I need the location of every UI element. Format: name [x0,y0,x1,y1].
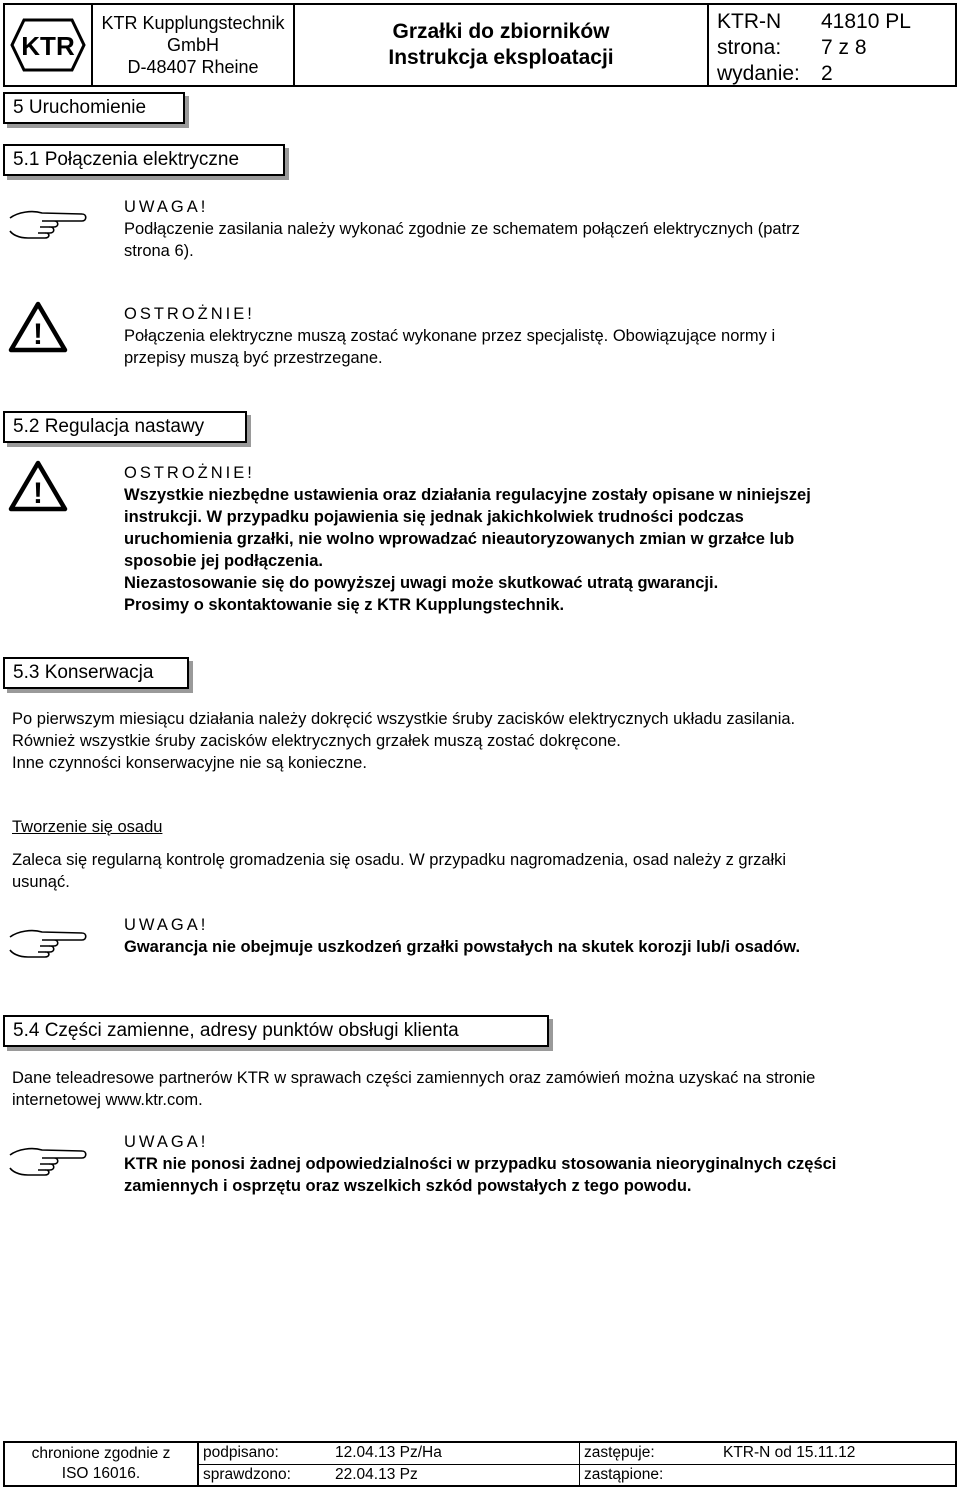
replaced-label: zastąpione: [579,1465,721,1486]
ktr-logo [5,5,93,85]
document-header [3,3,957,87]
note-3-line-2: zamiennych i osprzętu oraz wszelkich szkód powstałych z tego powodu. [124,1177,692,1195]
company-address: D-48407 Rheine [127,57,259,77]
maintenance-line-1: Po pierwszym miesiącu działania należy dokręcić wszystkie śruby zacisków elektrycznych układu zasilania. [12,710,796,728]
ktr-logo-mark [10,18,86,72]
document-footer [3,1441,957,1487]
maintenance-text [12,708,795,774]
deposit-line-2: usunąć. [12,873,70,891]
parts-text [12,1067,815,1111]
caution-1-title: OSTROŻNIE! [124,305,255,323]
note-2 [124,914,800,958]
note-1-line-2: strona 6). [124,242,194,260]
caution-1 [124,303,775,369]
signed-label: podpisano: [203,1444,279,1462]
note-3 [124,1131,836,1197]
caution-2-title: OSTROŻNIE! [124,464,255,482]
company-name: KTR Kupplungstechnik [101,13,285,33]
doc-label: KTR-N [717,10,782,33]
pointing-hand-icon [8,1142,88,1176]
parts-line-1: Dane teleadresowe partnerów KTR w sprawach części zamiennych oraz zamówień można uzyskać na stronie [12,1069,816,1087]
section-heading-5-3: 5.3 Konserwacja [3,657,189,689]
note-1-title: UWAGA! [124,198,209,216]
note-1 [124,196,800,262]
note-1-line-1: Podłączenie zasilania należy wykonać zgodnie ze schematem połączeń elektrycznych (patrz [124,220,800,238]
note-2-title: UWAGA! [124,916,209,934]
deposit-text [12,849,786,893]
company-form: GmbH [166,35,219,55]
warning-triangle-icon [7,459,69,513]
maintenance-line-2: Również wszystkie śruby zacisków elektrycznych grzałek muszą zostać dokręcone. [12,732,621,750]
logo-text: KTR [21,31,75,61]
caution-2-line-6: Prosimy o skontaktowanie się z KTR Kupplungstechnik. [124,596,565,614]
section-heading-5: 5 Uruchomienie [3,92,185,124]
doc-number: 41810 PL [821,10,911,33]
pointing-hand-icon [8,205,88,239]
copyright-line-1: chronione zgodnie z [31,1445,171,1462]
caution-2-line-1: Wszystkie niezbędne ustawienia oraz działania regulacyjne zostały opisane w niniejszej [124,486,811,504]
caution-2-line-2: instrukcji. W przypadku pojawienia się jednak jakichkolwiek trudności podczas [124,508,744,526]
svg-text:!: ! [33,318,43,351]
caution-1-line-1: Połączenia elektryczne muszą zostać wykonane przez specjalistę. Obowiązujące normy i [124,327,776,345]
note-3-title: UWAGA! [124,1133,209,1151]
warning-triangle-icon [7,300,69,354]
signed-value: 12.04.13 Pz/Ha [335,1444,442,1462]
caution-2-line-3: uruchomienia grzałki, nie wolno wprowadzać nieautoryzowanych zmian w grzałce lub [124,530,795,548]
note-2-line: Gwarancja nie obejmuje uszkodzeń grzałki powstałych na skutek korozji lub/i osadów. [124,938,801,956]
edition-label: wydanie: [717,62,800,85]
company-block [93,5,295,85]
section-heading-5-2: 5.2 Regulacja nastawy [3,411,247,443]
page-label: strona: [717,36,782,59]
title-line-1: Grzałki do zbiorników [392,20,610,43]
maintenance-line-3: Inne czynności konserwacyjne nie są konieczne. [12,754,367,772]
edition-value: 2 [821,62,833,85]
title-line-2: Instrukcja eksploatacji [388,46,614,69]
document-meta [709,5,955,85]
deposit-heading: Tworzenie się osadu [12,818,163,836]
section-heading-5-4: 5.4 Części zamienne, adresy punktów obsługi klienta [3,1015,549,1047]
copyright-line-2: ISO 16016. [61,1465,141,1482]
caution-2-line-4: sposobie jej podłączenia. [124,552,323,570]
copyright-note [5,1443,199,1485]
replaces-label: zastępuje: [579,1443,721,1464]
svg-text:!: ! [33,477,43,510]
note-3-line-1: KTR nie ponosi żadnej odpowiedzialności w przypadku stosowania nieoryginalnych części [124,1155,837,1173]
parts-line-2: internetowej www.ktr.com. [12,1091,203,1109]
footer-grid [199,1443,955,1485]
checked-label: sprawdzono: [203,1465,291,1483]
checked-value: 22.04.13 Pz [335,1465,418,1483]
replaces-value: KTR-N od 15.11.12 [723,1444,856,1462]
caution-1-line-2: przepisy muszą być przestrzegane. [124,349,383,367]
caution-2-line-5: Niezastosowanie się do powyższej uwagi może skutkować utratą gwarancji. [124,574,719,592]
deposit-line-1: Zaleca się regularną kontrolę gromadzenia się osadu. W przypadku nagromadzenia, osad należy z grzałki [12,851,787,869]
caution-2 [124,462,811,616]
section-heading-5-1: 5.1 Połączenia elektryczne [3,144,285,176]
pointing-hand-icon [8,924,88,958]
page-value: 7 z 8 [821,36,867,59]
document-title [295,5,709,85]
